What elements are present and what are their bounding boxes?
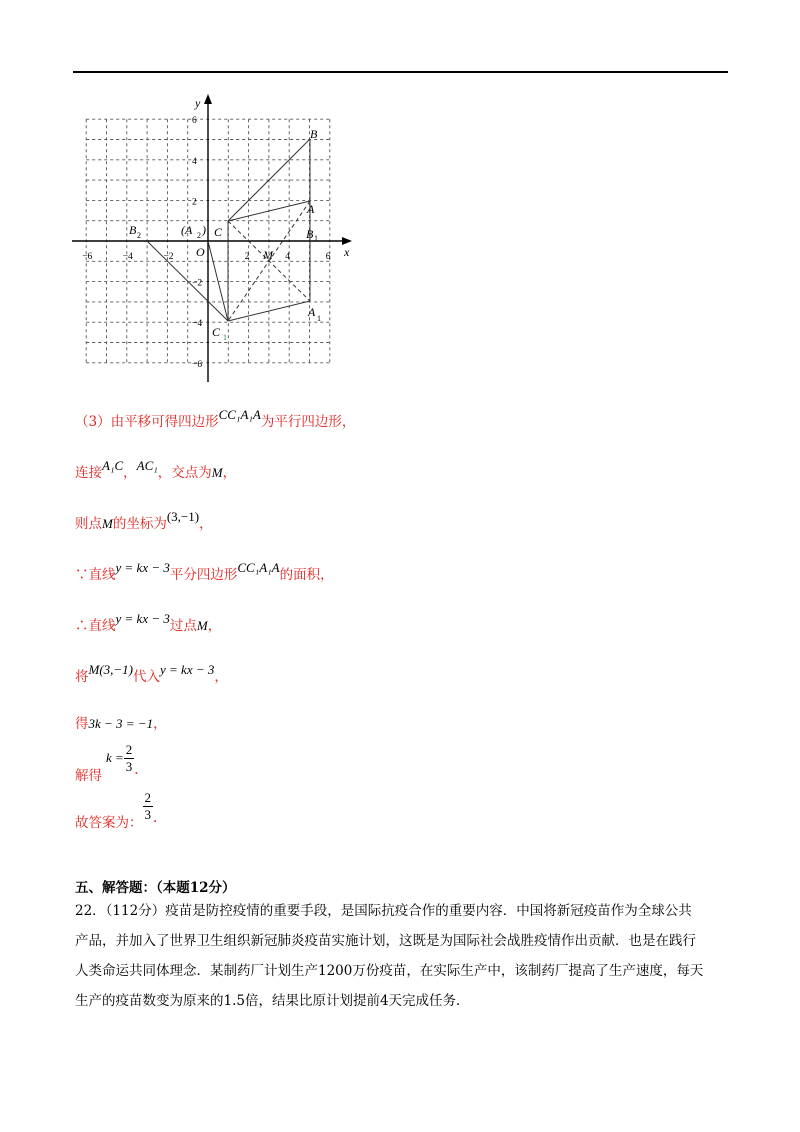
solution-line-4 [75,560,334,583]
text: 的面积， [279,567,334,583]
section-heading: 五、解答题：（本题12分） [75,880,236,896]
y-axis-arrow [204,94,212,104]
y-tick-label: −6 [192,359,203,370]
text: 解得 [75,768,102,784]
problem-line: 生产的疫苗数变为原来的1.5倍，结果比原计划提前4天完成任务． [75,993,470,1009]
x-tick-label: 6 [325,252,331,262]
text: ， [214,669,228,685]
problem-line: 22．（112分）疫苗是防控疫情的重要手段，是国际抗疫合作的重要内容．中国将新冠疫苗作为全球公共 [75,903,692,919]
text: ∵直线 [75,567,116,583]
solution-line-9 [75,790,158,831]
text: ， [199,516,213,532]
text: 得 [75,716,89,732]
point-B2-label: B [129,223,137,237]
solution-line-3 [75,509,213,532]
solution-line-1 [75,407,356,430]
text: 为平行四边形， [260,414,356,430]
fraction [143,790,154,823]
text: ， [153,716,167,732]
fraction-denominator: 3 [144,807,151,822]
point-C1-subscript: 1 [223,333,227,342]
coordinate-grid-figure [60,90,360,390]
text: ， [207,618,222,634]
fraction-numerator: 2 [144,790,151,805]
y-tick-label: −2 [192,278,203,289]
x-axis-arrow [342,237,352,245]
quad-expr: CC₁A₁A [218,407,261,422]
point-M-label: M [263,248,273,262]
line-expr: y = kx − 3 [115,611,170,626]
x-tick-label: 2 [244,252,250,262]
solution-line-5 [75,611,222,634]
segment-expr: A₁C [102,458,124,473]
x-tick-label: 4 [285,252,290,262]
problem-22-text [75,896,735,1016]
point-A1-subscript: 1 [317,314,321,323]
text: 故答案为： [75,815,143,831]
quad-expr: CC₁A₁A [237,560,280,575]
header-rule [73,71,728,73]
text: 将 [75,669,89,685]
origin-label: O [196,245,205,259]
point-A2-subscript: 2 [197,231,201,240]
equation-expr: k = [106,750,124,765]
point-expr: M [196,618,208,633]
text: . [134,762,139,778]
fraction-denominator: 3 [125,759,133,774]
text: 的坐标为 [112,516,167,532]
point-A2-close: ) [202,223,206,237]
equation-expr: 3k − 3 = −1 [88,716,154,731]
point-A2-label: (A [181,223,193,237]
text: 过点 [169,618,197,634]
point-expr: M(3,−1) [88,662,134,677]
point-A1-label: A [308,305,316,319]
problem-line: 产品，并加入了世界卫生组织新冠肺炎疫苗实施计划，这既是为国际社会战胜疫情作出贡献．也是在践行 [75,933,696,949]
point-B2-subscript: 2 [137,231,141,240]
text: （3）由平移可得四边形 [75,414,219,430]
text: 连接 [75,465,102,481]
segment-OC1 [208,241,228,321]
text: 则点 [75,516,102,532]
point-A-label: A [307,202,315,216]
line-expr: y = kx − 3 [115,560,170,575]
solution-line-2 [75,458,237,481]
text: 代入 [133,669,161,685]
point-expr: M [211,465,223,480]
x-axis-label: x [344,245,350,259]
y-tick-label: 4 [192,156,197,167]
line-expr: y = kx − 3 [160,662,215,677]
x-tick-label: −4 [122,252,133,262]
x-tick-label: −6 [82,252,93,262]
point-C1-label: C [212,325,221,339]
text: 平分四边形 [169,567,238,583]
x-tick-label: −2 [163,252,174,262]
segment-expr: AC₁ [136,458,158,473]
problem-line: 人类命运共同体理念．某制药厂计划生产1200万份疫苗，在实际生产中，该制药厂提高了生产速度，每天 [75,963,704,979]
fraction [124,742,135,775]
fraction-numerator: 2 [125,742,133,757]
point-B1-subscript: 1 [314,234,318,243]
coordinate-expr: (3,−1) [166,509,200,524]
y-tick-label: −4 [192,319,203,330]
text: ∴直线 [75,618,116,634]
text: ， [222,465,237,481]
text: ， [123,465,137,481]
point-C-label: C [214,225,223,239]
solution-line-7 [75,712,167,732]
text: . [153,810,158,826]
y-axis-label: y [195,96,201,110]
y-tick-label: 2 [192,197,197,208]
point-expr: M [102,516,113,531]
point-B-label: B [310,127,318,141]
point-B1-label: B [306,227,314,241]
solution-line-6 [75,662,228,685]
solution-line-8 [75,742,139,784]
y-tick-label: 6 [192,116,197,127]
text: ，交点为 [157,465,212,481]
